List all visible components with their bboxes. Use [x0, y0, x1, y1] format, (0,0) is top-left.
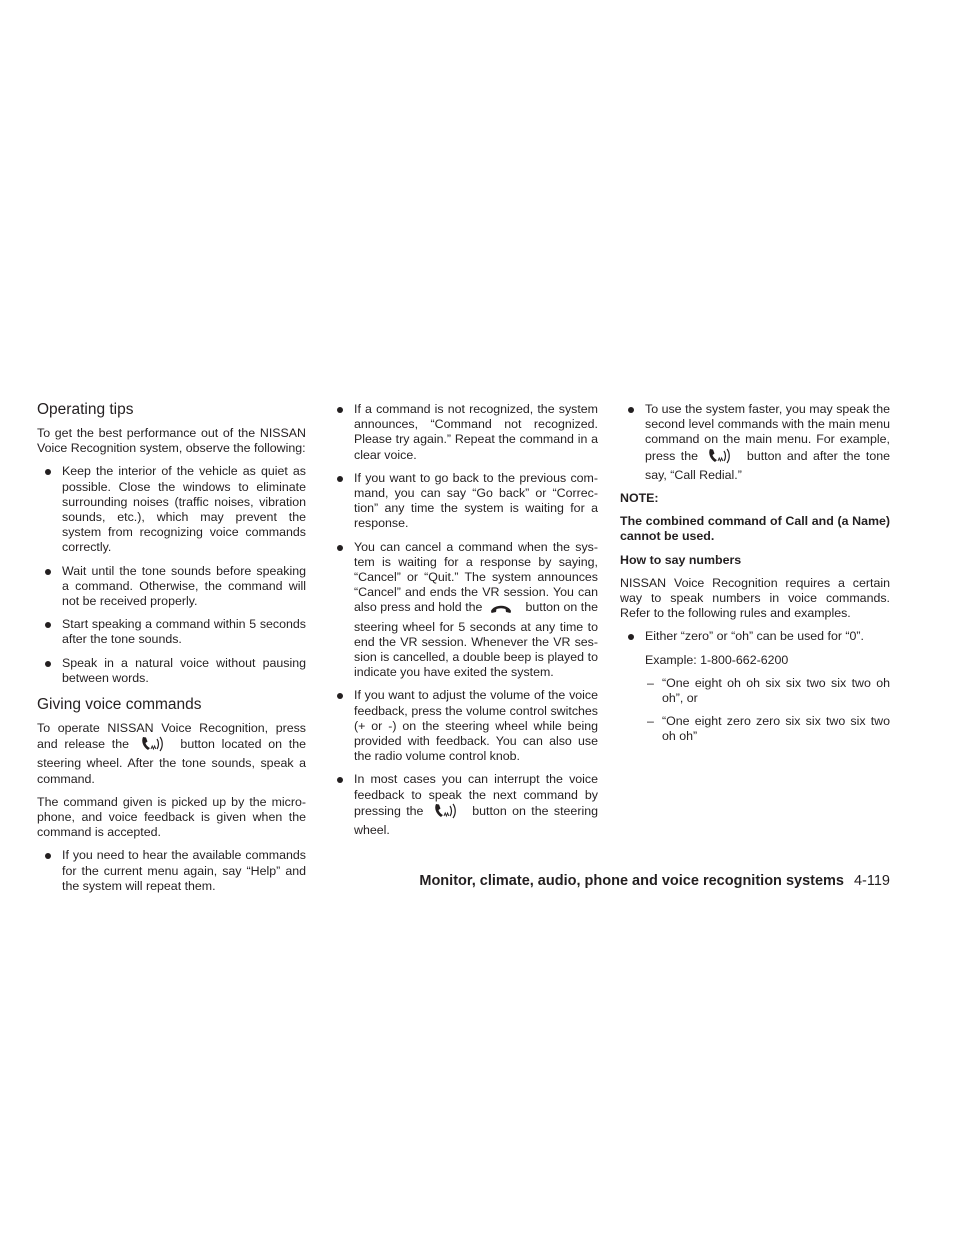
list-item: If you need to hear the available commands for the current menu again, say “Help” and the system will repeat them. — [37, 848, 306, 894]
bullet-icon — [45, 469, 51, 475]
bullet-icon — [628, 634, 634, 640]
bullet-icon — [337, 777, 343, 783]
list-item: Keep the interior of the vehicle as quiet as possible. Close the windows to eliminate surrounding noises (traffic noises, vibration sounds, etc.), which may prevent the system from recognizing voice commands correctly. — [37, 464, 306, 555]
list-item: If you want to go back to the previous com-mand, you can say “Go back” or “Correc-tion” any time the system is waiting for a response. — [329, 471, 598, 532]
bullet-icon — [45, 661, 51, 667]
giving-commands-paragraph-1: To operate NISSAN Voice Recognition, press and release the button located on the steering wheel. After the tone sounds, speak a command. — [37, 721, 306, 786]
column-2-list — [329, 402, 598, 838]
bullet-icon — [337, 476, 343, 482]
talk-button-icon — [433, 803, 457, 823]
operating-tips-list — [37, 464, 306, 686]
list-item: – “One eight zero zero six six two six two oh oh” — [647, 714, 890, 744]
numbers-intro: NISSAN Voice Recognition requires a certain way to speak numbers in voice commands. Refer to the following rules and examples. — [620, 575, 890, 621]
note-text: The combined command of Call and (a Name) cannot be used. — [620, 514, 890, 544]
giving-commands-list — [37, 848, 306, 894]
giving-commands-heading: Giving voice commands — [37, 696, 202, 714]
numbers-list — [620, 629, 890, 644]
page-footer — [419, 872, 890, 890]
bullet-icon — [45, 853, 51, 859]
operating-tips-heading: Operating tips — [37, 401, 134, 418]
list-item: Start speaking a command within 5 seconds after the tone sounds. — [37, 617, 306, 647]
list-item: To use the system faster, you may speak the second level commands with the main menu command on the main menu. For example, press the button and after the tone say, “Call Redial.” — [620, 402, 890, 483]
page-number: 4-119 — [853, 873, 890, 889]
list-item: – “One eight oh oh six six two six two oh oh”, or — [647, 675, 890, 706]
list-item: If you want to adjust the volume of the voice feedback, press the volume control switches (+ or -) on the steering wheel while being provided with feedback. You can also use the radio volume control knob. — [329, 688, 598, 764]
bullet-icon — [628, 407, 634, 413]
column-3-list — [620, 402, 890, 483]
talk-button-icon — [707, 448, 731, 468]
list-item: Wait until the tone sounds before speaking a command. Otherwise, the command will not be received properly. — [37, 564, 306, 610]
column-1 — [37, 400, 306, 902]
bullet-icon — [337, 545, 343, 551]
column-3 — [620, 402, 890, 753]
list-item: Speak in a natural voice without pausing between words. — [37, 656, 306, 686]
section-title: Monitor, climate, audio, phone and voice recognition systems — [419, 873, 844, 889]
list-item: You can cancel a command when the sys-tem is waiting for a response by saying, “Cancel” or “Quit.” The system announces “Cancel” and ends the VR session. You can also press and hold the button on the steering wheel for 5 seconds at any time to end the VR session. Whenever the VR ses-sion is cancelled, a double beep is played to indicate you have exited the system. — [329, 540, 598, 681]
list-item: In most cases you can interrupt the voice feedback to speak the next command by pressing the button on the steering wheel. — [329, 772, 598, 838]
talk-button-icon — [140, 736, 164, 756]
giving-commands-paragraph-2: The command given is picked up by the micro-phone, and voice feedback is given when the command is accepted. — [37, 794, 306, 840]
bullet-icon — [45, 569, 51, 575]
list-item: Either “zero” or “oh” can be used for “0”. — [620, 629, 890, 644]
note-label: NOTE: — [620, 491, 659, 506]
bullet-icon — [45, 622, 51, 628]
phone-hang-up-icon — [490, 603, 512, 619]
bullet-icon — [337, 693, 343, 699]
bullet-icon — [337, 407, 343, 413]
numbers-heading: How to say numbers — [620, 552, 742, 567]
list-item: If a command is not recognized, the system announces, “Command not recognized. Please try again.” Repeat the command in a clear voice. — [329, 402, 598, 463]
example-text: Example: 1-800-662-6200 — [645, 652, 789, 667]
column-2 — [329, 402, 598, 846]
operating-tips-intro: To get the best performance out of the NISSAN Voice Recognition system, observe the following: — [37, 426, 306, 456]
